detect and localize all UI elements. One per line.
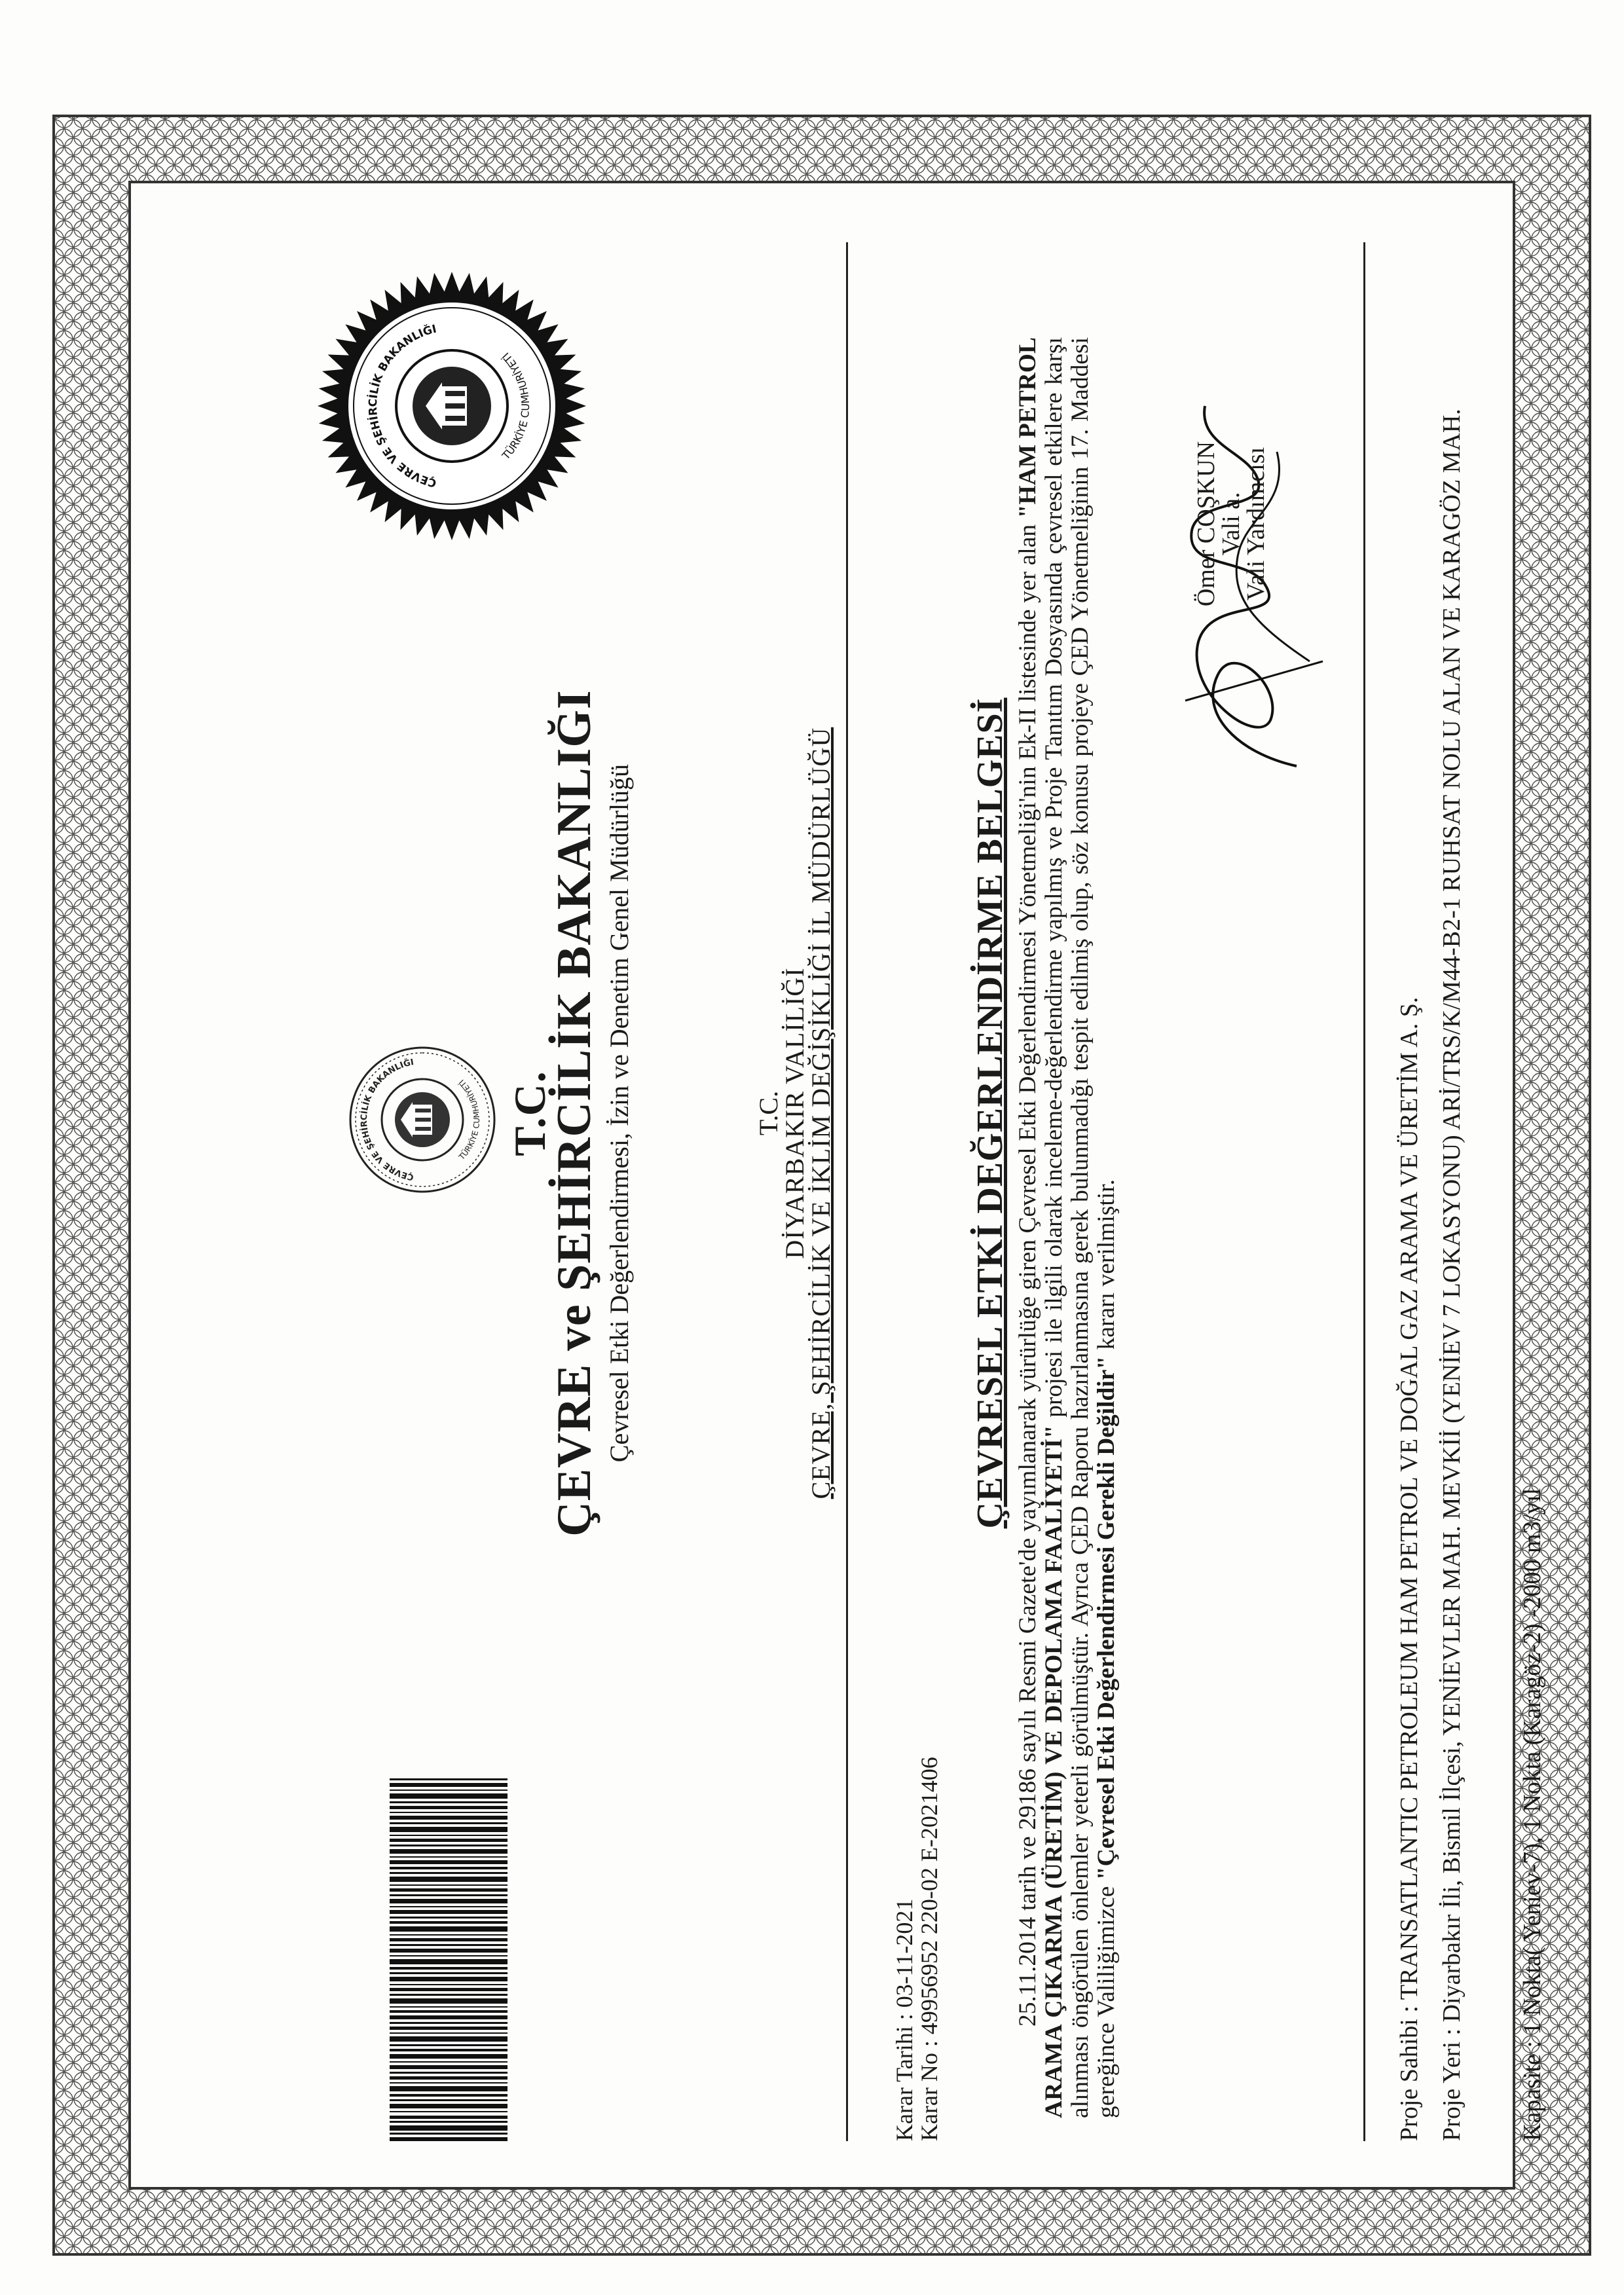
tc-subheading: T.C. — [754, 1090, 783, 1136]
body-bold-1: "HAM PETROL ARAMA ÇIKARMA (ÜRETİM) VE DEPOLAMA FAALİYETİ" — [1014, 337, 1067, 2118]
decision-number: Karar No : 49956952 220-02 E-2021406 — [916, 1757, 942, 2141]
ministry-part3: ŞEHİRCİLİK BAKANLIĞI — [547, 689, 601, 1291]
body-bold-2: "Çevresel Etki Değerlendirmesi Gerekli Değildir" — [1093, 1355, 1120, 1881]
certificate-content — [216, 151, 1546, 2180]
project-owner: Proje Sahibi : TRANSATLANTIC PETROLEUM HAM PETROL VE DOĞAL GAZ ARAMA VE ÜRETİM A. Ş. — [1395, 997, 1423, 2141]
ministry-name — [547, 471, 602, 1755]
svg-text:TÜRKİYE CUMHURİYETİ: TÜRKİYE CUMHURİYETİ — [500, 350, 532, 462]
certificate-body — [1015, 337, 1120, 2118]
signer-position: Vali Yardımcısı — [1242, 447, 1270, 601]
body-text-1: 25.11.2014 tarih ve 29186 sayılı Resmi Gazete'de yayımlanarak yürürlüğe giren Çevresel Etki Değerlendirmesi Yönetmeliği'nin Ek-II listesinde yer alan — [1014, 518, 1041, 2027]
svg-text:TÜRKİYE CUMHURİYETİ: TÜRKİYE CUMHURİYETİ — [457, 1077, 482, 1162]
svg-text:ÇEVRE VE ŞEHİRCİLİK BAKANLIĞI: ÇEVRE VE ŞEHİRCİLİK BAKANLIĞI — [359, 1057, 415, 1182]
tc-heading: T.C. — [505, 1070, 555, 1156]
ministry-seal-large — [314, 268, 589, 543]
ministry-part1: ÇEVRE — [547, 1363, 601, 1537]
signer-title: Vali a. — [1217, 492, 1245, 556]
project-location: Proje Yeri : Diyarbakır İli, Bismil İlçesi, YENİEVLER MAH. MEVKİİ (YENİEV 7 LOKASYONU) ARİ/TRS/K/M44-B2-1 RUHSAT NOLU ALAN VE KARAGÖZ MAH. — [1438, 409, 1466, 2141]
governorship: DİYARBAKIR VALİLİĞİ — [780, 967, 809, 1259]
body-text-2: projesi ile ilgili olarak inceleme-değerlendirme yapılmış ve Proje Tanıtım Dosyasında çevresel etkilere karşı alınması öngörülen önlemler yeterli görülmüştür. Ayrıca ÇED Raporu hazırlanmasına gerek bulunmadığı tespit edilmiş olup, söz konusu projeye ÇED Yönetmeliğinin 17. Maddesi gereğince Valiliğimizce — [1041, 337, 1120, 2118]
svg-text:ÇEVRE VE ŞEHİRCİLİK BAKANLIĞI: ÇEVRE VE ŞEHİRCİLİK BAKANLIĞI — [366, 322, 438, 490]
divider-top — [846, 242, 848, 2141]
certificate-title: ÇEVRESEL ETKİ DEĞERLENDİRME BELGESİ — [970, 697, 1010, 1529]
signer-name: Ömer COŞKUN — [1192, 441, 1220, 607]
ministry-part2: ve — [547, 1291, 601, 1364]
ministry-seal-small — [347, 1044, 498, 1195]
body-text-3: kararı verilmiştir. — [1093, 1179, 1120, 1356]
barcode — [390, 1774, 507, 2141]
provincial-directorate: ÇEVRE, ŞEHİRCİLİK VE İKLİM DEĞİŞİKLİĞİ İL MÜDÜRLÜĞÜ — [806, 727, 836, 1499]
project-capacity: Kapasite : 1 Nokta( Yeniev-7), 1 Nokta (Karagöz-2) -2000 m3/yıl — [1519, 1488, 1546, 2141]
general-directorate: Çevresel Etki Değerlendirmesi, İzin ve Denetim Genel Müdürlüğü — [604, 763, 634, 1463]
divider-bottom — [1363, 242, 1365, 2141]
decision-date: Karar Tarihi : 03-11-2021 — [891, 1898, 917, 2141]
